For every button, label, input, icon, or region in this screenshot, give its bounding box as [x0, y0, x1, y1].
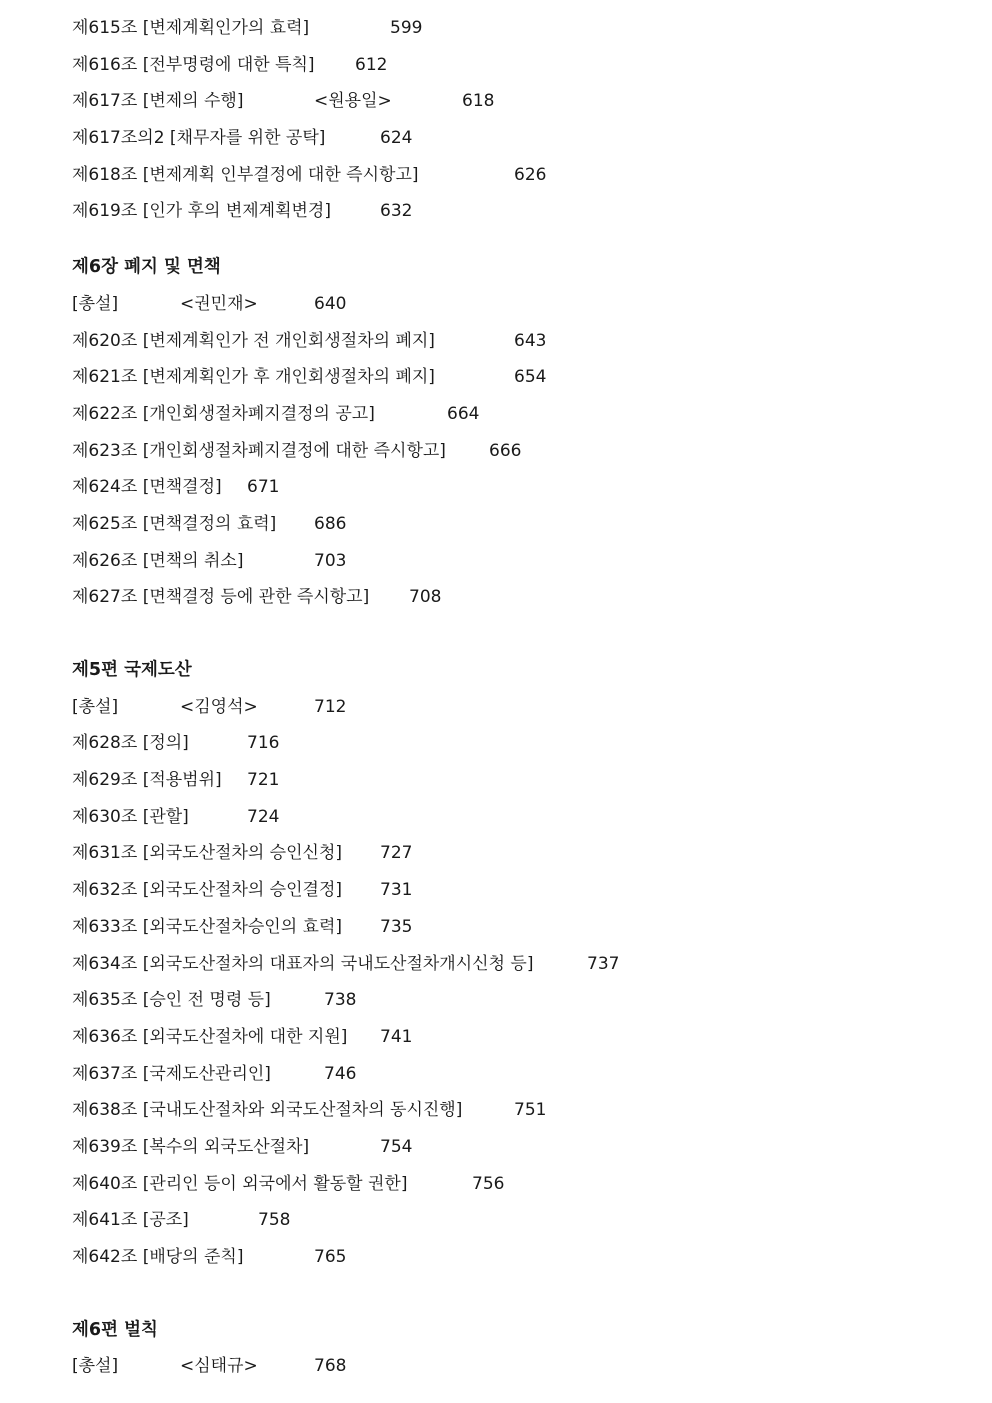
entry-title: 제623조 [개인회생절차폐지결정에 대한 즉시항고] [72, 440, 446, 461]
entry-title: 제642조 [배당의 준칙] [72, 1247, 244, 1267]
entry-page-number: 716 [247, 733, 280, 754]
toc-entry [72, 543, 952, 580]
entry-page-number: 671 [247, 477, 280, 498]
toc-heading [72, 1312, 952, 1349]
entry-title: 제637조 [국제도산관리인] [72, 1063, 271, 1084]
toc-heading [72, 249, 952, 286]
entry-page-number: 735 [380, 916, 413, 937]
toc-entry [72, 1166, 952, 1203]
toc-entry [72, 359, 952, 396]
entry-page-number: 721 [247, 770, 280, 791]
entry-author: <김영석> [180, 696, 258, 717]
entry-title: 제630조 [관할] [72, 806, 189, 827]
toc-entry [72, 120, 952, 157]
toc-entry [72, 946, 952, 983]
entry-author: <원용일> [314, 91, 392, 112]
entry-title: 제633조 [외국도산절차승인의 효력] [72, 916, 343, 937]
entry-page-number: 618 [462, 91, 495, 112]
toc-entry [72, 689, 952, 726]
toc-entry [72, 83, 952, 120]
entry-title: 제625조 [면책결정의 효력] [72, 513, 277, 534]
entry-page-number: 612 [355, 54, 388, 75]
entry-page-number: 712 [314, 696, 347, 717]
entry-title: 제636조 [외국도산절차에 대한 지원] [72, 1026, 348, 1047]
entry-title: 제618조 [변제계획 인부결정에 대한 즉시항고] [72, 164, 419, 185]
entry-page-number: 643 [514, 330, 547, 351]
toc-entry [72, 762, 952, 799]
section-spacer [72, 1276, 952, 1312]
toc-entry [72, 1092, 952, 1129]
toc-entry [72, 323, 952, 360]
entry-title: 제628조 [정의] [72, 733, 189, 754]
entry-title: 제631조 [외국도산절차의 승인신청] [72, 843, 343, 864]
entry-title: 제620조 [변제계획인가 전 개인회생절차의 폐지] [72, 330, 435, 351]
entry-page-number: 756 [472, 1173, 505, 1194]
entry-page-number: 624 [380, 128, 413, 149]
section-spacer [72, 616, 952, 652]
entry-title: [총설] [72, 1356, 119, 1377]
table-of-contents [72, 10, 952, 1385]
entry-title: 제626조 [면책의 취소] [72, 550, 244, 571]
toc-entry [72, 433, 952, 470]
toc-entry [72, 469, 952, 506]
toc-entry [72, 1202, 952, 1239]
heading-title: 제6편 벌칙 [72, 1319, 158, 1340]
entry-title: 제622조 [개인회생절차폐지결정의 공고] [72, 403, 375, 424]
entry-title: 제615조 [변제계획인가의 효력] [72, 18, 310, 38]
entry-title: [총설] [72, 293, 119, 314]
entry-title: 제617조 [변제의 수행] [72, 91, 244, 112]
entry-page-number: 599 [390, 18, 423, 38]
entry-page-number: 758 [258, 1210, 291, 1231]
entry-title: 제632조 [외국도산절차의 승인결정] [72, 880, 343, 901]
toc-entry [72, 286, 952, 323]
toc-entry [72, 799, 952, 836]
entry-title: 제617조의2 [채무자를 위한 공탁] [72, 128, 326, 149]
toc-entry [72, 982, 952, 1019]
toc-entry [72, 835, 952, 872]
entry-page-number: 686 [314, 513, 347, 534]
entry-page-number: 731 [380, 880, 413, 901]
entry-author: <권민재> [180, 293, 258, 314]
entry-page-number: 666 [489, 440, 522, 461]
entry-page-number: 703 [314, 550, 347, 571]
entry-title: 제619조 [인가 후의 변제계획변경] [72, 201, 331, 222]
toc-entry [72, 1019, 952, 1056]
entry-title: 제621조 [변제계획인가 후 개인회생절차의 폐지] [72, 367, 435, 388]
entry-page-number: 654 [514, 367, 547, 388]
entry-page-number: 724 [247, 806, 280, 827]
entry-page-number: 640 [314, 293, 347, 314]
entry-page-number: 664 [447, 403, 480, 424]
entry-title: 제634조 [외국도산절차의 대표자의 국내도산절차개시신청 등] [72, 953, 534, 974]
heading-title: 제6장 폐지 및 면책 [72, 257, 221, 278]
entry-page-number: 765 [314, 1247, 347, 1267]
entry-page-number: 768 [314, 1356, 347, 1377]
toc-entry [72, 1056, 952, 1093]
entry-page-number: 626 [514, 164, 547, 185]
entry-page-number: 751 [514, 1100, 547, 1121]
entry-title: 제640조 [관리인 등이 외국에서 활동할 권한] [72, 1173, 408, 1194]
entry-title: 제629조 [적용범위] [72, 770, 222, 791]
entry-title: 제635조 [승인 전 명령 등] [72, 990, 271, 1011]
toc-entry [72, 47, 952, 84]
toc-entry [72, 1129, 952, 1166]
toc-entry [72, 193, 952, 230]
toc-entry [72, 10, 952, 47]
entry-title: 제624조 [면책결정] [72, 477, 222, 498]
section-spacer [72, 230, 952, 249]
toc-entry [72, 1348, 952, 1385]
entry-page-number: 737 [587, 953, 620, 974]
entry-title: 제641조 [공조] [72, 1210, 189, 1231]
entry-author: <심태규> [180, 1356, 258, 1377]
heading-title: 제5편 국제도산 [72, 660, 192, 680]
toc-entry [72, 1239, 952, 1276]
entry-page-number: 754 [380, 1136, 413, 1157]
entry-page-number: 746 [324, 1063, 357, 1084]
entry-page-number: 738 [324, 990, 357, 1011]
entry-title: 제616조 [전부명령에 대한 특칙] [72, 54, 315, 75]
toc-entry [72, 157, 952, 194]
entry-title: 제627조 [면책결정 등에 관한 즉시항고] [72, 587, 370, 608]
toc-heading [72, 652, 952, 689]
entry-title: 제639조 [복수의 외국도산절차] [72, 1136, 310, 1157]
toc-entry [72, 909, 952, 946]
entry-page-number: 708 [409, 587, 442, 608]
entry-title: [총설] [72, 696, 119, 717]
toc-entry [72, 725, 952, 762]
entry-title: 제638조 [국내도산절차와 외국도산절차의 동시진행] [72, 1100, 463, 1121]
entry-page-number: 727 [380, 843, 413, 864]
toc-entry [72, 872, 952, 909]
toc-entry [72, 506, 952, 543]
entry-page-number: 741 [380, 1026, 413, 1047]
toc-entry [72, 396, 952, 433]
toc-entry [72, 579, 952, 616]
entry-page-number: 632 [380, 201, 413, 222]
